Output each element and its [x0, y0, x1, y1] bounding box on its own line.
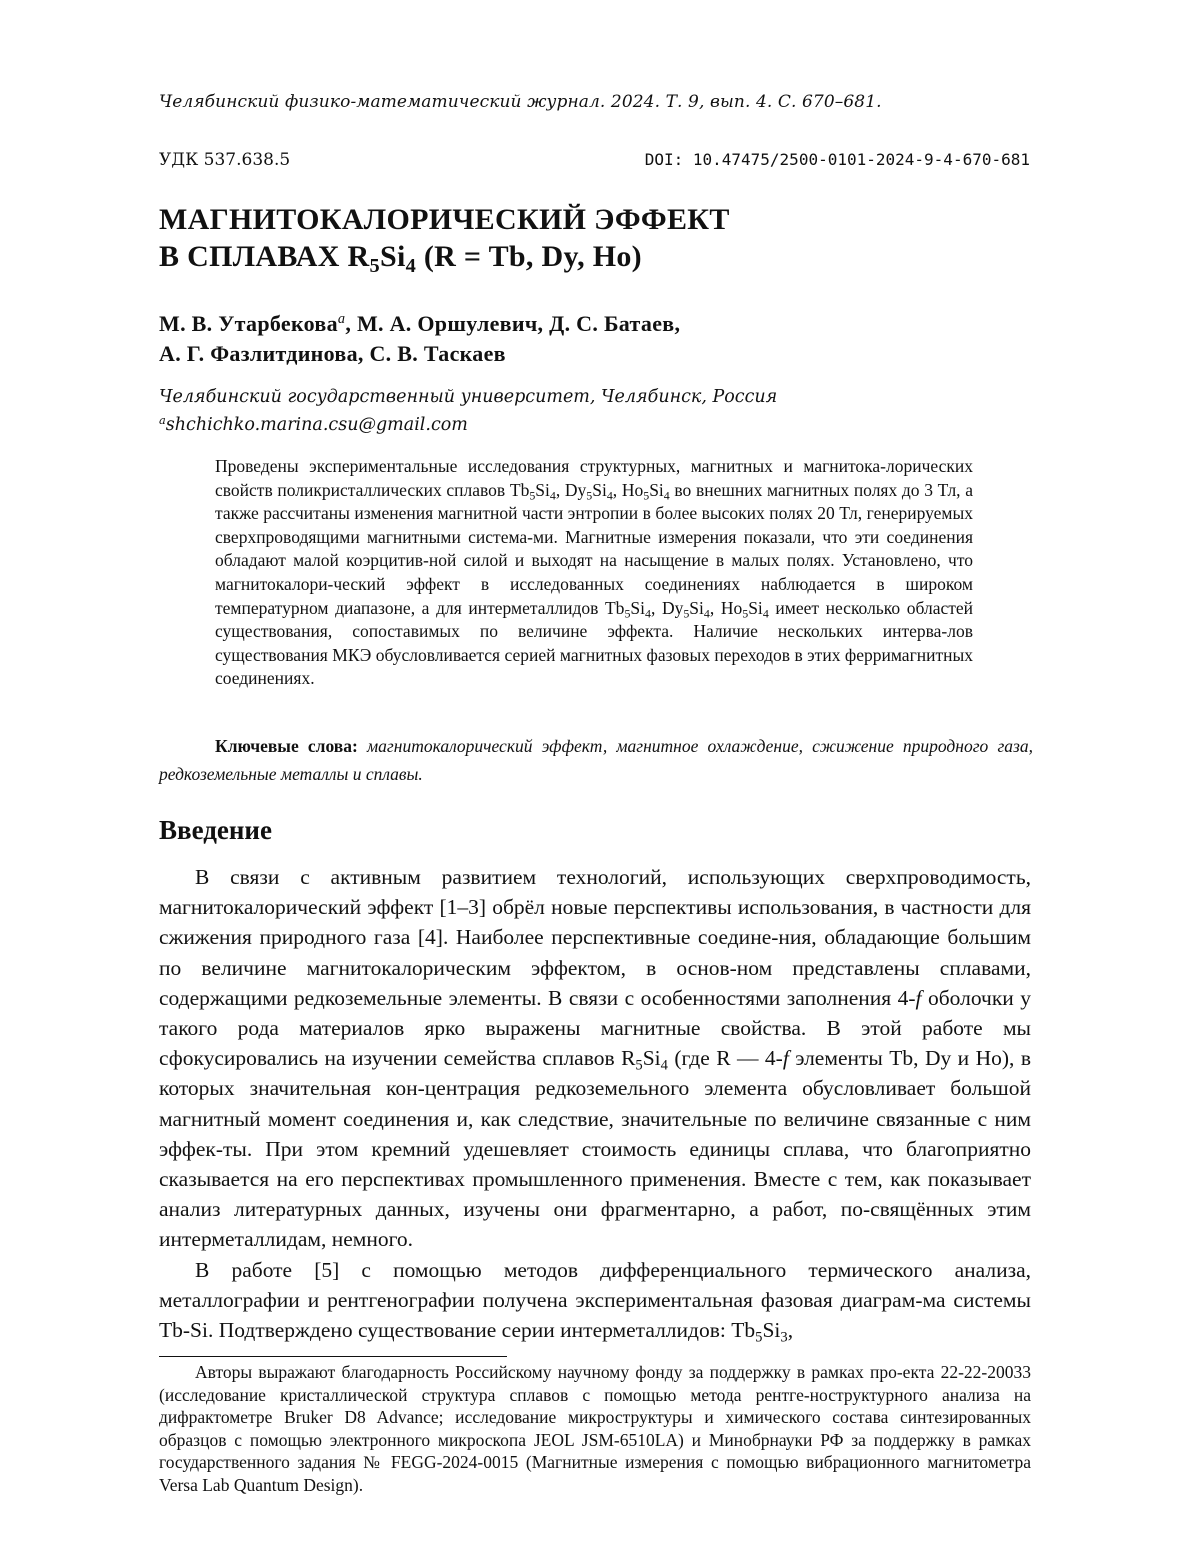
title-line-2: В СПЛАВАХ $R_5Si_4$ (R = Tb, Dy, Ho)	[159, 240, 642, 278]
email-link[interactable]: shchichko.marina.csu@gmail.com	[165, 415, 468, 435]
footnote-divider	[159, 1356, 507, 1357]
section-heading: Введение	[159, 815, 272, 845]
alloy-formula: $Ho_5Si_4$	[720, 597, 769, 621]
keywords-text: магнитокалорический эффект, магнитное охлаждение, сжижение природного газа, редкоземельные металлы и сплавы.	[159, 736, 1033, 784]
formula-r5si4: $R_5Si_4$	[621, 1046, 668, 1074]
doi[interactable]: DOI: 10.47475/2500-0101-2024-9-4-670-681	[644, 150, 1030, 169]
alloy-formula: $Ho_5Si_4$	[621, 479, 670, 503]
keywords-label: Ключевые слова:	[215, 736, 358, 756]
author-name: М. В. Утарбекова	[159, 311, 338, 336]
authors-line-1: М. В. Утарбекова$^a$, М. А. Оршулевич, Д. С. Батаев,	[159, 311, 681, 336]
alloy-formula: $Dy_5Si_4$	[564, 479, 613, 503]
intro-text	[159, 862, 1031, 1345]
affiliation	[159, 383, 1039, 439]
title-line-1: МАГНИТОКАЛОРИЧЕСКИЙ ЭФФЕКТ	[159, 203, 730, 236]
institution: Челябинский государственный университет, Челябинск, Россия	[159, 387, 778, 407]
alloy-formula: $Dy_5Si_4$	[661, 597, 710, 621]
paper-title	[159, 201, 1039, 278]
alloy-formula: $Tb_5Si_4$	[509, 479, 556, 503]
author-list	[159, 309, 1039, 369]
alloy-list-2: $Tb_5Si_4$, $Dy_5Si_4$, $Ho_5Si_4$	[604, 597, 769, 621]
author-mark: a	[337, 311, 346, 328]
alloy-list-1: $Tb_5Si_4$, $Dy_5Si_4$, $Ho_5Si_4$	[509, 479, 670, 503]
email-line: $^a$shchichko.marina.csu@gmail.com	[159, 412, 468, 435]
journal-citation: Челябинский физико-математический журнал. 2024. Т. 9, вып. 4. С. 670–681.	[159, 92, 882, 112]
footnote: Авторы выражают благодарность Российскому научному фонду за поддержку в рамках про-екта 22-22-20033 (исследование кристаллической структура сплавов с помощью метода рентге-ноструктурного анализа на дифрактометре Bruker D8 Advance; исследование микроструктуры и химического состава синтезированных образцов с помощью электронного микроскопа JEOL JSM-6510LA) и Минобрнауки РФ за поддержку в рамках государственного задания № FEGG-2024-0015 (Магнитные измерения с помощью вибрационного магнитометра Versa Lab Quantum Design).	[159, 1362, 1031, 1495]
authors-line-2: А. Г. Фазлитдинова, С. В. Таскаев	[159, 341, 506, 366]
paragraph: В работе [5] с помощью методов дифференциального термического анализа, металлографии и рентгенографии получена экспериментальная фазовая диаграм-ма системы Tb-Si. Подтверждено существование серии интерметаллидов: $Tb_5Si_3$,	[159, 1257, 1031, 1346]
keywords	[159, 732, 1033, 788]
udk-code: УДК 537.638.5	[159, 150, 291, 170]
alloy-formula: $Tb_5Si_4$	[604, 597, 651, 621]
paragraph: В связи с активным развитием технологий, использующих сверхпроводимость, магнитокалорический эффект [1–3] обрёл новые перспективы использования, в частности для сжижения природного газа [4]. Наиболее перспективные соедине-ния, обладающие большим по величине магнитокалорическим эффектом, в основ-ном представлены сплавами, содержащими редкоземельные элементы. В связи с особенностями заполнения 4-f оболочки у такого рода материалов ярко выражены магнитные свойства. В этой работе мы сфокусировались на изучении семейства сплавов $R_5Si_4$ (где R — 4-f элементы Tb, Dy и Ho), в которых значительная кон-центрация редкоземельного элемента обусловливает большой магнитный момент соединения и, как следствие, значительные по величине связанные с ним эффек-ты. При этом кремний удешевляет стоимость единицы сплава, что благоприятно сказывается на его перспективах промышленного применения. Вместе с тем, как показывает анализ литературных данных, изучены они фрагментарно, а работ, по-свящённых этим интерметаллидам, немного.	[159, 865, 1032, 1252]
abstract: Проведены экспериментальные исследования структурных, магнитных и магнитока-лорических свойств поликристаллических сплавов $Tb_5Si_4$, $Dy_5Si_4$, $Ho_5Si_4$ во внешних магнитных полях до 3 Тл, а также рассчитаны изменения магнитной части энтропии в более высоких полях 20 Тл, генерируемых сверхпроводящими магнитными система-ми. Магнитные измерения показали, что эти соединения обладают малой коэрцитив-ной силой и выходят на насыщение в малых полях. Установлено, что магнитокалори-ческий эффект в исследованных соединениях наблюдается в широком температурном диапазоне, а для интерметаллидов $Tb_5Si_4$, $Dy_5Si_4$, $Ho_5Si_4$ имеет несколько областей существования, сопоставимых по величине эффекта. Наличие нескольких интерва-лов существования МКЭ обусловливается серией магнитных фазовых переходов в этих ферримагнитных соединениях.	[215, 456, 974, 689]
